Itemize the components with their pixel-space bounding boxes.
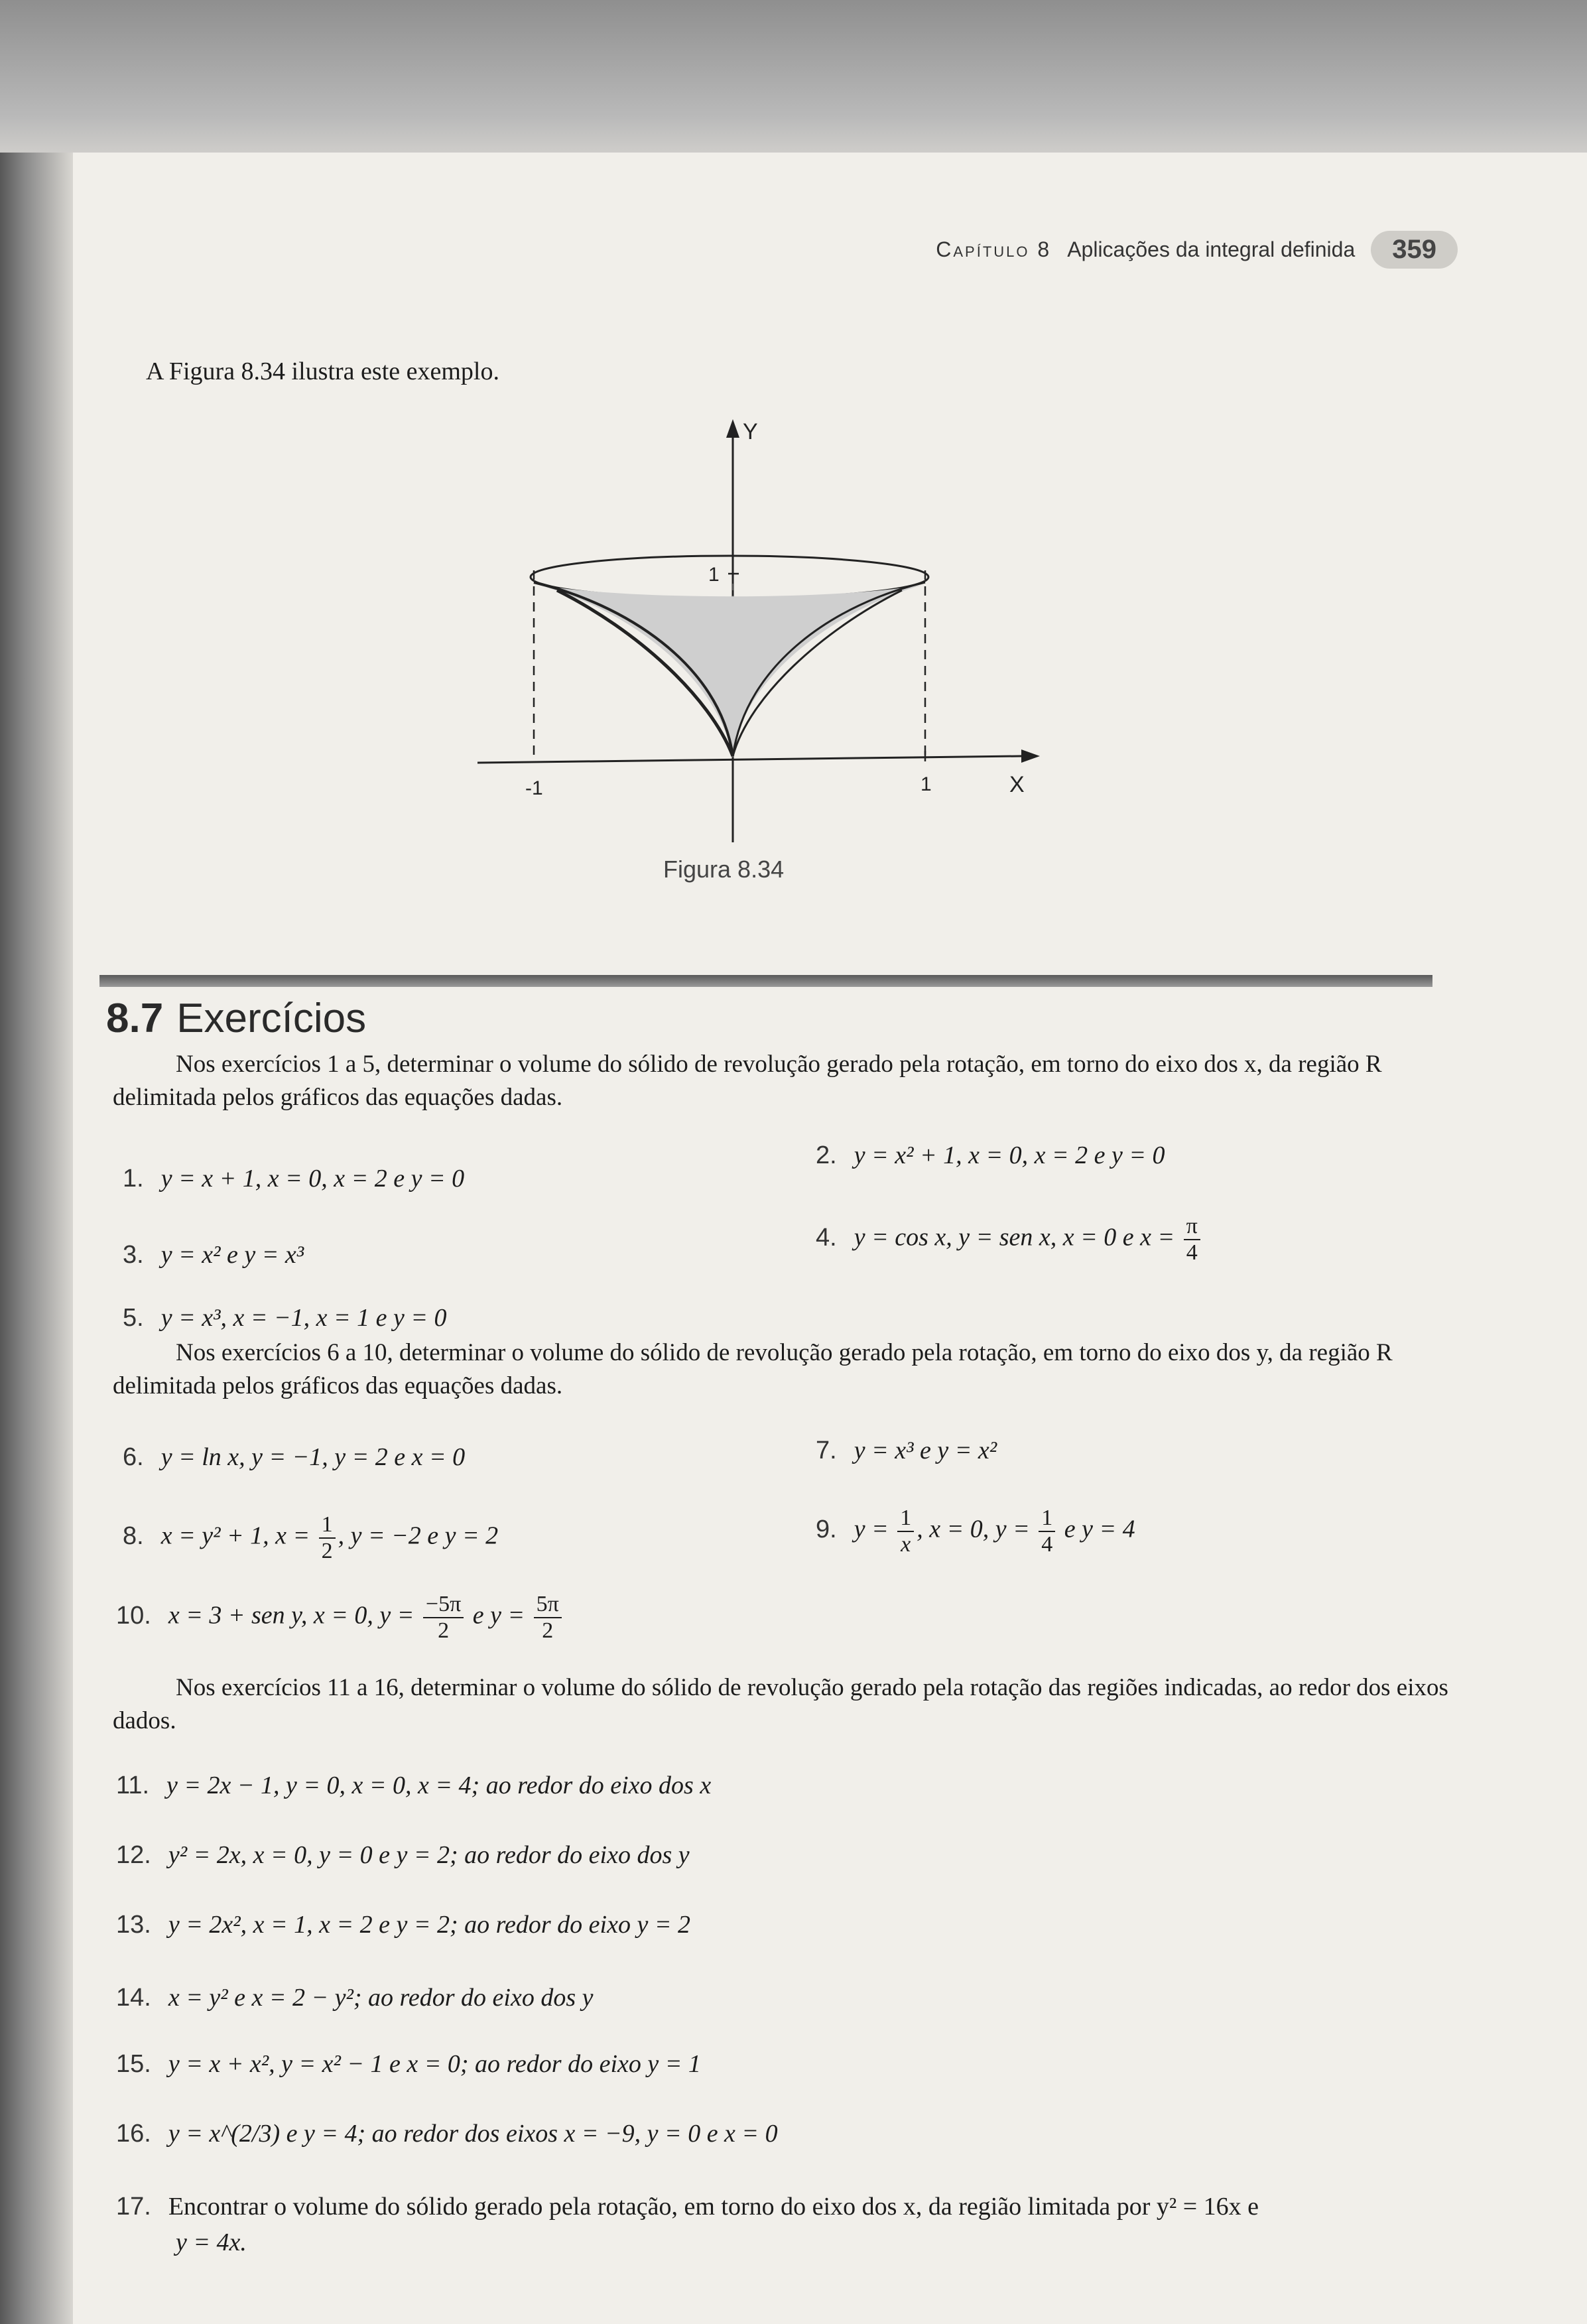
tick-label-x-1: 1 bbox=[920, 773, 932, 795]
exercise-number: 13. bbox=[116, 1911, 151, 1939]
fraction-numerator: π bbox=[1184, 1214, 1200, 1240]
exercise-number: 15. bbox=[116, 2050, 151, 2078]
exercise-number: 12. bbox=[116, 1841, 151, 1869]
x-axis-arrow bbox=[1021, 749, 1040, 763]
figure-caption: Figura 8.34 bbox=[663, 856, 785, 883]
exercise-text: y = ln x, y = −1, y = 2 e x = 0 bbox=[160, 1443, 466, 1471]
exercise-text: y = cos x, y = sen x, x = 0 e x = bbox=[854, 1223, 1181, 1252]
exercise-text: y = 2x², x = 1, x = 2 e y = 2; ao redor do eixo y = 2 bbox=[168, 1911, 690, 1939]
exercise-8 bbox=[123, 1512, 498, 1564]
exercise-3 bbox=[123, 1240, 304, 1269]
exercise-text-a: x = 3 + sen y, x = 0, y = bbox=[168, 1601, 420, 1630]
exercise-text: y² = 2x, x = 0, y = 0 e y = 2; ao redor do eixo dos y bbox=[168, 1841, 690, 1869]
exercise-text: y = 2x − 1, y = 0, x = 0, x = 4; ao redor do eixo dos x bbox=[166, 1772, 712, 1799]
fraction-one-over-x bbox=[897, 1506, 914, 1557]
exercise-text-a: y = bbox=[854, 1515, 895, 1543]
tick-label-y-1: 1 bbox=[708, 564, 720, 586]
exercise-text: y = x³ e y = x² bbox=[854, 1437, 997, 1464]
exercise-text: y = x² e y = x³ bbox=[160, 1241, 304, 1269]
fraction-pi-over-4 bbox=[1184, 1214, 1200, 1265]
x-axis bbox=[477, 756, 1021, 763]
exercise-4 bbox=[816, 1214, 1203, 1265]
fraction-denominator: 2 bbox=[542, 1618, 554, 1643]
exercise-number: 1. bbox=[123, 1165, 144, 1193]
fraction-numerator: 5π bbox=[534, 1592, 562, 1618]
intro-sentence: A Figura 8.34 ilustra este exemplo. bbox=[146, 357, 499, 385]
chapter-label: Capítulo 8 bbox=[936, 237, 1052, 261]
x-axis-label: X bbox=[1009, 772, 1025, 797]
exercise-16 bbox=[116, 2119, 778, 2148]
section-rule bbox=[99, 975, 1432, 987]
exercise-number: 14. bbox=[116, 1984, 151, 2012]
exercise-number: 11. bbox=[116, 1772, 150, 1799]
exercise-text-b: , y = −2 e y = 2 bbox=[338, 1521, 499, 1550]
fraction-one-half bbox=[319, 1512, 336, 1564]
exercise-number: 17. bbox=[116, 2193, 151, 2221]
fraction-denominator: 2 bbox=[321, 1539, 333, 1563]
section-heading bbox=[106, 995, 366, 1042]
exercise-text-b: , x = 0, y = bbox=[917, 1515, 1037, 1543]
exercise-14 bbox=[116, 1983, 594, 2012]
fraction-numerator: 1 bbox=[319, 1512, 336, 1539]
fraction-numerator: −5π bbox=[423, 1592, 464, 1618]
fraction-one-quarter bbox=[1039, 1506, 1055, 1557]
exercise-7 bbox=[816, 1436, 997, 1465]
fraction-numerator: 1 bbox=[897, 1506, 914, 1532]
exercise-1 bbox=[123, 1164, 464, 1193]
book-binding-shadow bbox=[0, 153, 73, 2324]
fraction-denominator: 2 bbox=[438, 1618, 450, 1643]
exercise-12 bbox=[116, 1840, 690, 1870]
exercise-text: y = x + x², y = x² − 1 e x = 0; ao redor do eixo y = 1 bbox=[168, 2050, 701, 2078]
fraction-denominator: 4 bbox=[1186, 1240, 1198, 1265]
exercise-number: 5. bbox=[123, 1304, 144, 1332]
y-axis-label: Y bbox=[743, 419, 758, 444]
exercise-number: 9. bbox=[816, 1515, 837, 1543]
fraction-denominator: 4 bbox=[1041, 1532, 1053, 1557]
exercise-number: 2. bbox=[816, 1141, 837, 1169]
exercise-number: 3. bbox=[123, 1241, 144, 1269]
exercise-number: 7. bbox=[816, 1437, 837, 1464]
chapter-title: Aplicações da integral definida bbox=[1067, 237, 1356, 261]
instructions-1-5: Nos exercícios 1 a 5, determinar o volume do sólido de revolução gerado pela rotação, em torno do eixo dos x, da região R delimitada pelos gráficos das equações dadas. bbox=[113, 1051, 1382, 1111]
exercise-number: 6. bbox=[123, 1443, 144, 1471]
exercise-text-line1: Encontrar o volume do sólido gerado pela rotação, em torno do eixo dos x, da região limitada por y² = 16x e bbox=[168, 2193, 1259, 2221]
exercise-11 bbox=[116, 1771, 711, 1800]
exercise-text: y = x^(2/3) e y = 4; ao redor dos eixos x = −9, y = 0 e x = 0 bbox=[168, 2120, 778, 2148]
tick-label-x-neg1: -1 bbox=[525, 777, 543, 799]
exercise-number: 4. bbox=[816, 1223, 837, 1252]
exercise-5 bbox=[123, 1303, 447, 1332]
exercise-9 bbox=[816, 1506, 1135, 1557]
fraction-5pi-over-2 bbox=[534, 1592, 562, 1644]
fraction-neg-5pi-over-2 bbox=[423, 1592, 464, 1644]
page-number: 359 bbox=[1371, 231, 1458, 269]
fraction-numerator: 1 bbox=[1039, 1506, 1055, 1532]
exercise-2 bbox=[816, 1141, 1165, 1170]
exercise-text-line2: y = 4x. bbox=[176, 2228, 247, 2256]
exercise-text: y = x + 1, x = 0, x = 2 e y = 0 bbox=[160, 1165, 465, 1193]
exercise-number: 8. bbox=[123, 1521, 144, 1550]
exercise-text: x = y² e x = 2 − y²; ao redor do eixo dos y bbox=[168, 1984, 594, 2012]
exercise-text-a: x = y² + 1, x = bbox=[160, 1521, 316, 1550]
exercise-text: y = x³, x = −1, x = 1 e y = 0 bbox=[160, 1304, 447, 1332]
exercise-13 bbox=[116, 1910, 690, 1939]
exercise-text: y = x² + 1, x = 0, x = 2 e y = 0 bbox=[854, 1141, 1165, 1169]
fraction-denominator: x bbox=[901, 1532, 911, 1557]
section-title: Exercícios bbox=[176, 996, 367, 1041]
instructions-11-16: Nos exercícios 11 a 16, determinar o volume do sólido de revolução gerado pela rotação das regiões indicadas, ao redor dos eixos dados. bbox=[113, 1674, 1448, 1734]
exercise-number: 10. bbox=[116, 1601, 151, 1630]
exercise-17 bbox=[116, 2189, 1462, 2260]
running-header bbox=[936, 231, 1458, 269]
section-number: 8.7 bbox=[106, 996, 164, 1041]
exercise-15 bbox=[116, 2049, 701, 2079]
exercise-6 bbox=[123, 1443, 465, 1472]
instructions-6-10: Nos exercícios 6 a 10, determinar o volume do sólido de revolução gerado pela rotação, em torno do eixo dos y, da região R delimitada pelos gráficos das equações dadas. bbox=[113, 1339, 1393, 1399]
exercise-number: 16. bbox=[116, 2120, 151, 2148]
y-axis-arrow bbox=[726, 419, 739, 438]
figure-8-34 bbox=[464, 411, 1074, 889]
exercise-text-b: e y = bbox=[466, 1601, 531, 1630]
exercise-text-c: e y = 4 bbox=[1058, 1515, 1135, 1543]
scan-top-strip bbox=[0, 0, 1587, 166]
exercise-10 bbox=[116, 1592, 564, 1644]
